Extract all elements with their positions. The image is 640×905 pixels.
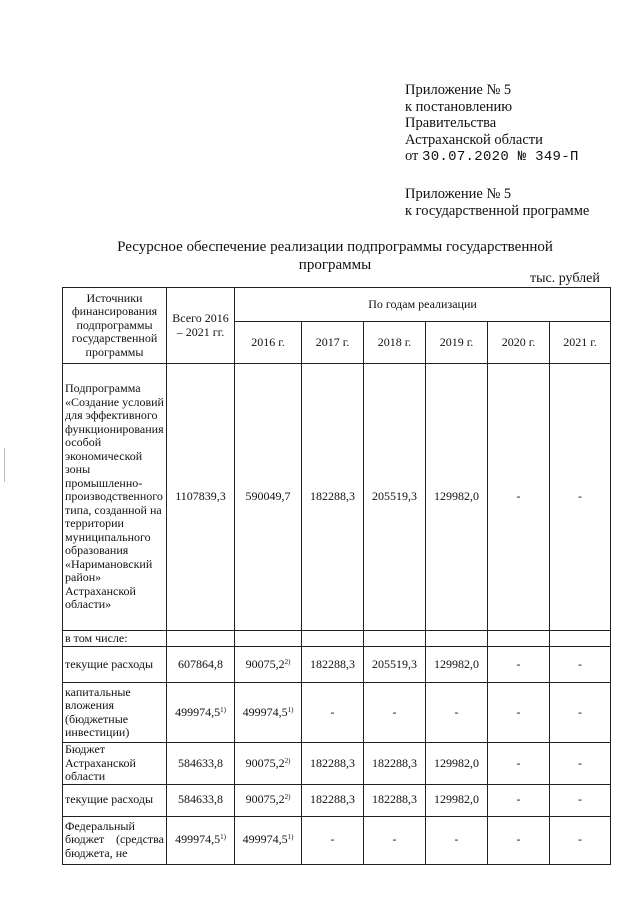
value-2016: 90075,2 <box>245 755 285 770</box>
row-label: текущие расходы <box>63 784 167 816</box>
row-total <box>167 647 235 683</box>
header-source: Источники финансирования подпрограммы государственной программы <box>63 288 167 364</box>
row-label: в том числе: <box>63 631 167 647</box>
cell-2016 <box>235 364 302 631</box>
cell-2020: - <box>488 683 550 743</box>
cell-2019: 129982,0 <box>426 647 488 683</box>
appendix-region: Астраханской области <box>405 131 543 148</box>
appendix-date-line <box>405 148 579 166</box>
total-value: 1107839,3 <box>175 489 226 504</box>
total-value: 499974,5 <box>175 832 221 847</box>
cell-2016 <box>235 647 302 683</box>
cell-2019: 129982,0 <box>426 743 488 785</box>
value-2016: 499974,5 <box>242 832 288 847</box>
appendix-to-resolution: к постановлению <box>405 98 513 115</box>
scan-margin-mark <box>4 448 5 482</box>
cell-2018 <box>364 631 426 647</box>
cell-2020: - <box>488 784 550 816</box>
total-value: 607864,8 <box>178 656 223 671</box>
cell-2019: - <box>426 683 488 743</box>
appendix-number-2: Приложение № 5 <box>405 186 512 202</box>
row-label: текущие расходы <box>63 647 167 683</box>
value-2016: 90075,2 <box>245 792 285 807</box>
cell-2016 <box>235 743 302 785</box>
header-year: 2019 г. <box>426 322 488 364</box>
total-value: 584633,8 <box>178 755 223 770</box>
footnote-mark: 2) <box>284 793 291 802</box>
cell-2017: 182288,3 <box>302 647 364 683</box>
cell-2016 <box>235 631 302 647</box>
table-row <box>63 743 611 785</box>
row-total <box>167 364 235 631</box>
cell-2020: - <box>488 647 550 683</box>
cell-2021 <box>550 631 611 647</box>
cell-2019: 129982,0 <box>426 784 488 816</box>
cell-2016 <box>235 784 302 816</box>
footnote-mark: 1) <box>287 833 294 842</box>
footnote-mark: 2) <box>284 657 291 666</box>
row-total <box>167 631 235 647</box>
cell-2018: 205519,3 <box>364 364 426 631</box>
cell-2021: - <box>550 647 611 683</box>
cell-2020: - <box>488 816 550 864</box>
cell-2018: 182288,3 <box>364 784 426 816</box>
header-year: 2017 г. <box>302 322 364 364</box>
cell-2018: 205519,3 <box>364 647 426 683</box>
row-label: Федеральный бюджет (средства бюджета, не <box>63 816 167 864</box>
table-row <box>63 647 611 683</box>
cell-2020 <box>488 631 550 647</box>
header-year: 2021 г. <box>550 322 611 364</box>
cell-2021: - <box>550 784 611 816</box>
resolution-date-number: 30.07.2020 № 349-П <box>422 149 579 165</box>
footnote-mark: 2) <box>284 756 291 765</box>
document-title: Ресурсное обеспечение реализации подпрограммы государственной программы <box>117 239 553 273</box>
cell-2021: - <box>550 743 611 785</box>
cell-2021: - <box>550 683 611 743</box>
cell-2016 <box>235 683 302 743</box>
header-by-years: По годам реализации <box>235 288 611 322</box>
row-total <box>167 683 235 743</box>
appendix-government: Правительства <box>405 115 497 131</box>
cell-2019: - <box>426 816 488 864</box>
table-row <box>63 631 611 647</box>
cell-2017: - <box>302 683 364 743</box>
table-row <box>63 816 611 864</box>
cell-2016 <box>235 816 302 864</box>
value-2016: 590049,7 <box>245 489 291 504</box>
footnote-mark: 1) <box>287 705 294 714</box>
row-total <box>167 743 235 785</box>
cell-2019 <box>426 631 488 647</box>
table-row <box>63 784 611 816</box>
header-total: Всего 2016 – 2021 гг. <box>167 288 235 364</box>
footnote-mark: 1) <box>220 705 226 714</box>
appendix-program-block <box>405 186 589 219</box>
row-total <box>167 784 235 816</box>
cell-2020: - <box>488 364 550 631</box>
row-label: Бюджет Астраханской области <box>63 743 167 785</box>
header-year: 2018 г. <box>364 322 426 364</box>
cell-2018: - <box>364 683 426 743</box>
units-label: тыс. рублей <box>530 271 600 286</box>
header-year: 2016 г. <box>235 322 302 364</box>
cell-2019: 129982,0 <box>426 364 488 631</box>
header-row <box>63 288 611 322</box>
cell-2017: - <box>302 816 364 864</box>
row-total <box>167 816 235 864</box>
value-2016: 90075,2 <box>245 656 285 671</box>
table-row <box>63 683 611 743</box>
cell-2017 <box>302 631 364 647</box>
cell-2017: 182288,3 <box>302 743 364 785</box>
total-value: 499974,5 <box>175 704 221 719</box>
total-value: 584633,8 <box>178 792 223 807</box>
value-2016: 499974,5 <box>242 704 288 719</box>
footnote-mark: 1) <box>220 833 226 842</box>
header-year: 2020 г. <box>488 322 550 364</box>
resource-table <box>62 287 611 865</box>
appendix-resolution-block <box>405 82 579 166</box>
appendix-to-program: к государственной программе <box>405 202 590 219</box>
cell-2017: 182288,3 <box>302 784 364 816</box>
cell-2020: - <box>488 743 550 785</box>
row-label: Подпрограмма «Создание условий для эффективного функционирования особой экономической зоны промышленно-производственного типа, созданной на территории муниципального образования «Наримановский район» Астраханской области» <box>63 364 167 631</box>
cell-2021: - <box>550 816 611 864</box>
date-prefix: от <box>405 148 423 164</box>
cell-2018: 182288,3 <box>364 743 426 785</box>
cell-2018: - <box>364 816 426 864</box>
row-label: капитальные вложения (бюджетные инвестиции) <box>63 683 167 743</box>
table-row <box>63 364 611 631</box>
cell-2021: - <box>550 364 611 631</box>
cell-2017: 182288,3 <box>302 364 364 631</box>
appendix-number: Приложение № 5 <box>405 82 512 98</box>
